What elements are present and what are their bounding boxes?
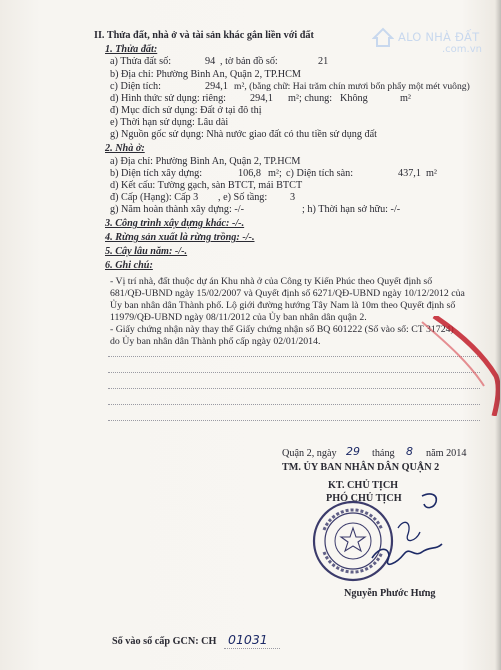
handwritten-signature (352, 488, 472, 583)
perennial-trees: 5. Cây lâu năm: -/-. (105, 246, 188, 257)
house-grade: đ) Cấp (Hạng): Cấp 3 (110, 192, 199, 203)
floor-area-unit: m² (426, 168, 437, 179)
forest: 4. Rừng sản xuất là rừng trồng: -/-. (105, 232, 255, 243)
parcel-label: a) Thửa đất số: (110, 56, 172, 67)
note-line: 11979/QĐ-UBND ngày 08/11/2012 của Ủy ban nhân dân quận 2. (110, 312, 367, 323)
kt-chairman: KT. CHỦ TỊCH (328, 480, 399, 491)
floors-value: 3 (290, 192, 296, 203)
house-heading: 2. Nhà ở: (105, 143, 145, 154)
section-title: II. Thửa đất, nhà ở và tài sản khác gắn liền với đất (94, 30, 314, 41)
floor-area-label: c) Diện tích sàn: (286, 168, 354, 179)
completion-year: g) Năm hoàn thành xây dựng: -/- (110, 204, 244, 215)
note-line: Ủy ban nhân dân Thành phố. Lộ giới đường hướng Tây Nam là 10m theo Quyết định số (110, 300, 456, 311)
note-line: - Vị trí nhà, đất thuộc dự án Khu nhà ở của Công ty Kiến Phúc theo Quyết định số (110, 276, 433, 287)
use-form-common-label: m²; chung: (288, 93, 333, 104)
parcel-value: 94 (205, 56, 216, 67)
note-line: do Ủy ban nhân dân Thành phố cấp ngày 02/01/2014. (110, 336, 321, 347)
use-form-private: 294,1 (250, 93, 273, 104)
scan-edge-shadow (495, 0, 501, 670)
land-area-label: c) Diện tích: (110, 81, 161, 92)
building-area-label: b) Diện tích xây dựng: (110, 168, 203, 179)
land-heading: 1. Thửa đất: (105, 44, 158, 55)
watermark (372, 22, 500, 82)
blank-line (108, 420, 480, 421)
land-term: e) Thời hạn sử dụng: Lâu dài (110, 117, 229, 128)
watermark-brand: ALO NHÀ ĐẤT (398, 30, 480, 44)
use-form-label: d) Hình thức sử dụng: riêng: (110, 93, 227, 104)
date-month: 8 (406, 445, 413, 458)
date-prefix: Quận 2, ngày (282, 448, 337, 459)
year-label: năm 2014 (426, 448, 467, 459)
month-label: tháng (372, 448, 395, 459)
ownership-term: ; h) Thời hạn sở hữu: -/- (302, 204, 401, 215)
note-line: 681/QĐ-UBND ngày 15/02/2007 và Quyết định số 6271/QĐ-UBND ngày 10/12/2012 của (110, 288, 465, 299)
registry-label: Số vào sổ cấp GCN: CH (112, 636, 217, 647)
signer-name: Nguyễn Phước Hưng (344, 588, 436, 599)
use-form-common-value: Không (340, 93, 368, 104)
other-construction: 3. Công trình xây dựng khác: -/-. (105, 218, 245, 229)
floor-area-value: 437,1 (398, 168, 421, 179)
watermark-domain: .com.vn (442, 44, 482, 55)
house-structure: d) Kết cấu: Tường gạch, sàn BTCT, mái BTCT (110, 180, 303, 191)
date-day: 29 (346, 445, 360, 458)
land-area-value: 294,1 (205, 81, 228, 92)
registry-number: 01031 (228, 632, 268, 647)
land-origin: g) Nguồn gốc sử dụng: Nhà nước giao đất có thu tiền sử dụng đất (110, 129, 377, 140)
land-address: b) Địa chỉ: Phường Bình An, Quận 2, TP.HCM (110, 69, 301, 80)
land-purpose: đ) Mục đích sử dụng: Đất ở tại đô thị (110, 105, 262, 116)
map-sheet-value: 21 (318, 56, 329, 67)
building-area-value: 106,8 (238, 168, 261, 179)
note-line: - Giấy chứng nhận này thay thế Giấy chứng nhận số BQ 601222 (Số vào sổ: CT 31724) (110, 324, 454, 335)
registry-underline (224, 648, 280, 649)
red-ink-mark (404, 316, 500, 416)
map-sheet-label: , tờ bản đồ số: (220, 56, 278, 67)
floors-label: , e) Số tầng: (218, 192, 268, 203)
house-logo-icon (372, 26, 394, 48)
house-address: a) Địa chỉ: Phường Bình An, Quận 2, TP.HCM (110, 156, 301, 167)
issuer: TM. ỦY BAN NHÂN DÂN QUẬN 2 (282, 462, 440, 473)
land-area-words: m², (bằng chữ: Hai trăm chín mươi bốn phẩy một mét vuông) (234, 81, 470, 92)
vice-chairman: PHÓ CHỦ TỊCH (326, 493, 402, 504)
building-area-unit: m²; (268, 168, 282, 179)
notes-heading: 6. Ghi chú: (105, 260, 153, 271)
use-form-common-unit: m² (400, 93, 411, 104)
